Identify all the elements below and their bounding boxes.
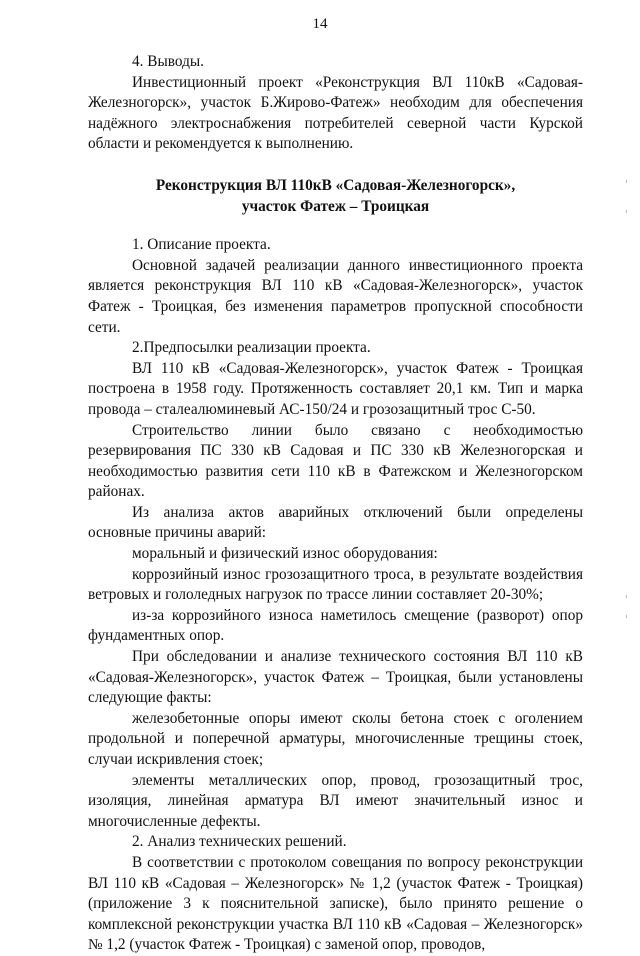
paragraph: моральный и физический износ оборудования: [132,545,438,563]
section-title-line-1: Реконструкция ВЛ 110кВ «Садовая-Железногорск», [155,176,516,194]
paragraph: 1. Описание проекта. [132,236,271,254]
paragraph: 2.Предпосылки реализации проекта. [132,339,371,357]
paragraph: коррозийный износ грозозащитного троса, в результате воздействия ветровых и гололедных нагрузок по трассе линии составляет 20-30%; [88,565,583,604]
paragraph: 2. Анализ технических решений. [132,833,347,851]
section-title-line-2: участок Фатеж – Троицкая [241,197,430,215]
scan-mark [626,180,631,183]
paragraph: элементы металлических опор, провод, грозозащитный трос, изоляция, линейная арматура ВЛ имеют значительный износ и многочисленные дефекты. [88,771,583,830]
paragraph: Строительство линии было связано с необходимостью резервирования ПС 330 кВ Садовая и ПС 330 кВ Железногорская и необходимостью развития сети 110 кВ в Фатежском и Железногорском районах. [88,421,583,501]
scan-mark [626,615,631,618]
paragraph: железобетонные опоры имеют сколы бетона стоек с оголением продольной и поперечной арматуры, многочисленные трещины стоек, случаи искривления стоек; [88,709,583,768]
paragraph: из-за коррозийного износа наметилось смещение (разворот) опор фундаментных опор. [88,606,583,645]
section-title [88,176,583,217]
paragraph: Из анализа актов аварийных отключений были определены основные причины аварий: [88,503,583,542]
paragraph: ВЛ 110 кВ «Садовая-Железногорск», участок Фатеж - Троицкая построена в 1958 году. Протяженность составляет 20,1 км. Тип и марка провода – сталеалюминевый АС-150/24 и грозозащитный трос С-50. [88,359,583,418]
page-number: 14 [312,16,328,32]
scan-mark [626,595,631,598]
paragraph: Основной задачей реализации данного инвестиционного проекта является реконструкция ВЛ 110 кВ «Садовая-Железногорск», участок Фатеж - Троицкая, без изменения параметров пропускной способности сети. [88,256,583,336]
conclusions-text: Инвестиционный проект «Реконструкция ВЛ 110кВ «Садовая-Железногорск», участок Б.Жирово-Фатеж» необходим для обеспечения надёжного электроснабжения потребителей северной части Курской области и рекомендуется к выполнению. [88,73,583,153]
document-body [88,52,583,956]
paragraph: В соответствии с протоколом совещания по вопросу реконструкции ВЛ 110 кВ «Садовая – Железногорск» № 1,2 (участок Фатеж - Троицкая) (приложение 3 к пояснительной записке), было принято решение о комплексной реконструкции участка ВЛ 110 кВ «Садовая – Железногорск» № 1,2 (участок Фатеж - Троицкая) с заменой опор, проводов, [88,853,583,954]
conclusions-heading: 4. Выводы. [132,53,204,70]
paragraph: При обследовании и анализе технического состояния ВЛ 110 кВ «Садовая-Железногорск», участок Фатеж – Троицкая, были установлены следующие факты: [88,648,583,707]
scan-mark [626,210,631,213]
